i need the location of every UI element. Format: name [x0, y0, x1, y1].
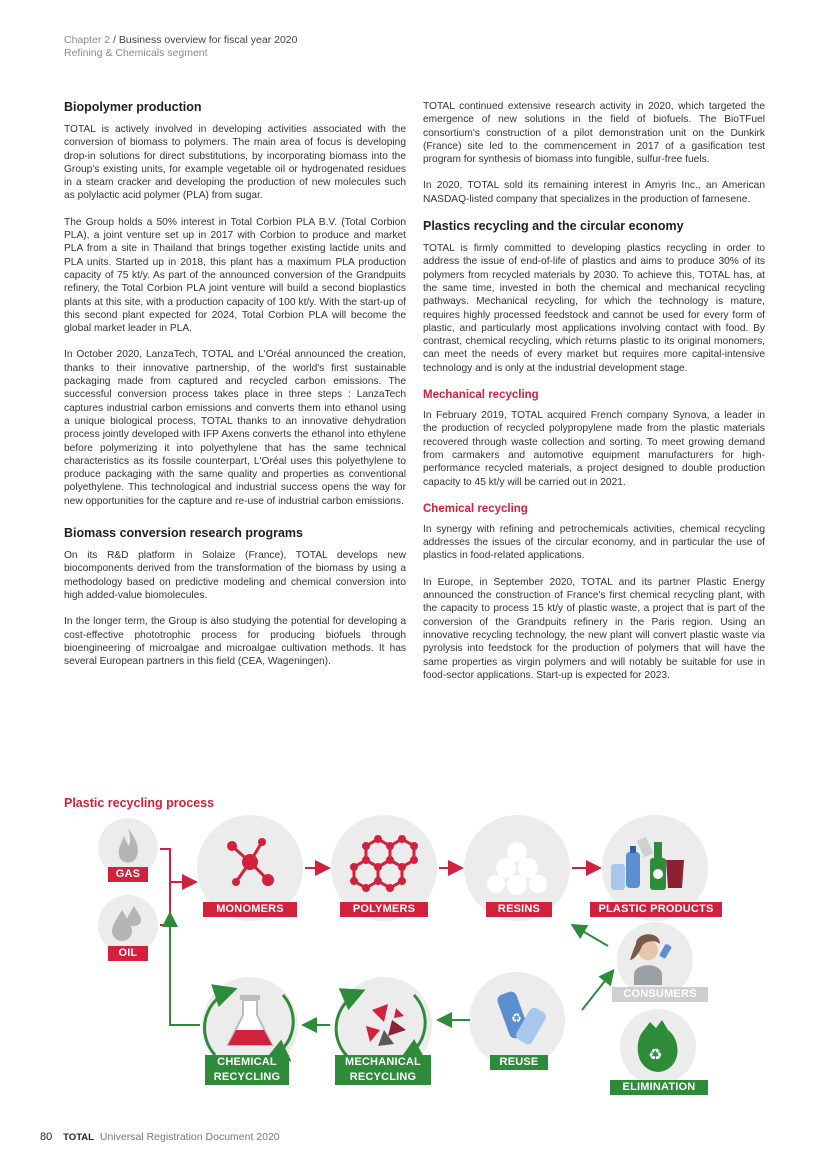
paragraph: The Group holds a 50% interest in Total Corbion PLA B.V. (Total Corbion PLA), a joint venture set up in 2017 with Corbion to produce and market PLA from a site in Thailand that brings together existing lactide units and PLA units. Started up in 2018, this plant has a maximum PLA production capacity of 75 kt/y. As part of the announced conversion of the Grandpuits refinery, the Total Corbion PLA joint venture will build a second bioplastics plants at this site, with a production capacity of 100 kt/y. With the start-up of this second plant expected for 2024, Total Corbion PLA will become the global market leader in PLA.	[64, 216, 406, 335]
page-footer	[40, 1131, 280, 1143]
label-polymers: POLYMERS	[340, 902, 428, 917]
heading-chemical-recycling: Chemical recycling	[423, 502, 528, 515]
label-line: MECHANICAL	[345, 1056, 421, 1068]
label-plastic-products: PLASTIC PRODUCTS	[590, 902, 722, 917]
label-gas: GAS	[108, 867, 148, 882]
chapter-label: Chapter 2	[64, 34, 111, 46]
paragraph: In February 2019, TOTAL acquired French company Synova, a leader in the production of recycled polypropylene made from the plastic materials recovered through waste collection and sorting. To meet growing demand from carmakers and automotive equipment manufacturers for high-performance recycled materials, a project designed to double production capacity to 45 kt/y will be carried out in 2021.	[423, 410, 765, 488]
label-elimination: ELIMINATION	[610, 1080, 708, 1095]
label-line: CHEMICAL	[217, 1056, 277, 1068]
label-line: RECYCLING	[349, 1071, 417, 1083]
label-chemical-recycling	[205, 1055, 289, 1085]
heading-biomass: Biomass conversion research programs	[64, 526, 303, 541]
paragraph: In Europe, in September 2020, TOTAL and its partner Plastic Energy announced the construction of France's first chemical recycling plant, with the capacity to process 15 kt/y of plastic waste, a project that is part of the conversion of the Grandpuits refinery in the Paris region. Using an innovative recycling technology, the new plant will convert plastic waste via pyrolysis into feedstock for the production of polymers that will have the same properties as virgin polymers and will notably be suitable for use in food-sector applications. Start-up is expected for 2023.	[423, 576, 765, 681]
label-consumers: CONSUMERS	[612, 987, 708, 1002]
paragraph: On its R&D platform in Solaize (France), TOTAL develops new biocomponents derived from the transformation of the biomass by using a methodology based on predictive modeling and chemical conversion into high added-value biomolecules.	[64, 550, 406, 601]
paragraph: In the longer term, the Group is also studying the potential for developing a cost-effective phototrophic process for producing biofuels through bioengineering of microalgae and microalgae cultivation methods. It has several European partners in this field (CEA, Wageningen).	[64, 616, 406, 668]
document-title: Universal Registration Document 2020	[99, 1131, 280, 1143]
label-line: RECYCLING	[213, 1071, 281, 1083]
figure-title: Plastic recycling process	[64, 796, 215, 810]
label-reuse: REUSE	[490, 1055, 548, 1070]
paragraph: TOTAL continued extensive research activity in 2020, which targeted the emergence of new solutions in the field of biofuels. The BioTFuel consortium's construction of a pilot demonstration unit on the Dunkirk (France) site led to the commencement in 2017 of a gasification test program for synthesis of biomass into fungible, sulfur-free fuels.	[423, 101, 765, 166]
segment-label: Refining & Chemicals segment	[64, 47, 208, 59]
chapter-title: / Business overview for fiscal year 2020	[113, 34, 298, 46]
paragraph: TOTAL is firmly committed to developing plastics recycling in order to address the issue of end-of-life of plastics and aims to produce 30% of its polymers from recycled materials by 2030. To achieve this, TOTAL has, at the same time, invested in both the chemical and mechanical recycling pathways. Mechanical recycling, for which the technology is mature, requires highly processed feedstock and cannot be used for every form of plastic, and particularly most applications involving contact with food. By contrast, chemical recycling, which returns plastic to its original monomers, can meet the needs of every market but requires more capital-intensive technology and is only at the industrial development stage.	[423, 243, 765, 374]
label-mechanical-recycling	[335, 1055, 431, 1085]
heading-mechanical-recycling: Mechanical recycling	[423, 389, 539, 402]
svg-text:♻: ♻	[648, 1045, 663, 1064]
paragraph: TOTAL is actively involved in developing activities associated with the conversion of biomass to polymers. The main area of focus is developing drop-in solutions for direct substitutions, by incorporating biomass into the Group's existing units, for example vegetable oil or hydrogenated residues in a steam cracker and developing the production of new molecules such as polylactic acid polymer (PLA) from sugar.	[64, 124, 406, 202]
brand-name: TOTAL	[63, 1132, 94, 1143]
heading-biopolymer: Biopolymer production	[64, 100, 202, 114]
paragraph: In October 2020, LanzaTech, TOTAL and L'Oréal announced the creation, thanks to their innovative partnership, of the world's first sustainable packaging made from captured and recycled carbon emissions. The successful conversion process takes place in three steps : LanzaTech captures industrial carbon emissions and converts them into ethanol using a unique biological process, TOTAL thanks to an innovative dehydration process jointly developed with IFP Axens converts the ethanol into ethylene before polymerizing it into polyethylene that has the same technical characteristics as its fossile counterpart, L'Oréal uses this polyethylene to produce packaging with the same quality and properties as conventional polyethylene. This technological and industrial success opens the way for new opportunities for the capture and re-use of industrial carbon emissions.	[64, 349, 406, 507]
heading-plastics-recycling: Plastics recycling and the circular economy	[423, 219, 684, 234]
paragraph: In 2020, TOTAL sold its remaining interest in Amyris Inc., an American NASDAQ-listed company that specializes in the production of farnesene.	[423, 180, 765, 205]
label-resins: RESINS	[486, 902, 552, 917]
label-monomers: MONOMERS	[203, 902, 297, 917]
label-oil: OIL	[108, 946, 148, 961]
page-number: 80	[40, 1131, 53, 1143]
paragraph: In synergy with refining and petrochemicals activities, chemical recycling addresses the issues of the circular economy, and in particular the use of plastics in food-related applications.	[423, 523, 765, 562]
svg-text:♻: ♻	[511, 1011, 522, 1025]
